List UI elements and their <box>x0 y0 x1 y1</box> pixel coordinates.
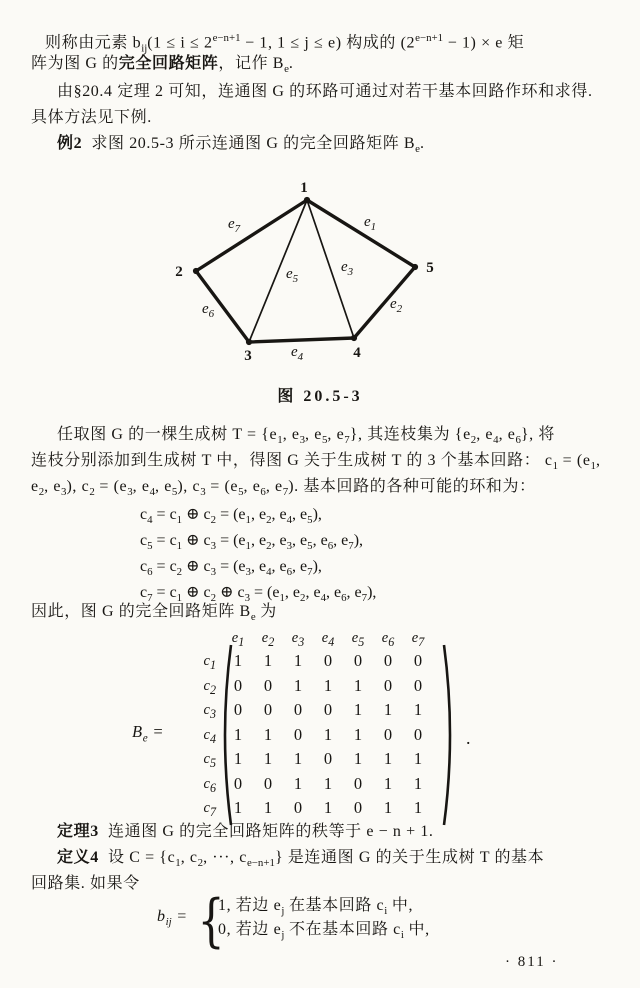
matrix-cell: 0 <box>263 773 273 793</box>
matrix-cell: 0 <box>413 651 423 670</box>
matrix-right-paren <box>440 642 458 828</box>
equation-line-4: $c_7 = c_1$ ⊕ $c_2$ ⊕ $c_3 = (e_1$, $e_2$, $e_4$, $e_6$, $e_7$), <box>140 584 377 605</box>
paragraph3-line3: $e_2$, $e_3$), $c_2 = (e_3$, $e_4$, $e_5$), $c_3 = (e_5$, $e_6$, $e_7$). 基本回路的各种可能的环和为： <box>31 478 536 499</box>
paragraph2-line2: 具体方法见下例. <box>31 109 152 126</box>
matrix-row-label: $c_7$ <box>203 800 216 819</box>
matrix-cell: 0 <box>353 651 363 670</box>
vertex-dot-4 <box>351 335 357 341</box>
matrix-cell: 1 <box>383 798 393 817</box>
paragraph1-line2: 阵为图 G 的完全回路矩阵，记作 $B_e$. <box>31 55 294 76</box>
matrix-cell: 0 <box>233 700 243 719</box>
edge-label-e4: $e_4$ <box>291 344 304 363</box>
definition-4-line2: 回路集. 如果令 <box>31 875 140 892</box>
matrix-cell: 1 <box>233 651 243 670</box>
matrix-cell: 1 <box>263 724 273 744</box>
equation-line-1: $c_4 = c_1$ ⊕ $c_2 = (e_1$, $e_2$, $e_4$, $e_5$), <box>140 506 322 527</box>
vertex-label-4: 4 <box>353 345 361 361</box>
matrix-cell: 1 <box>383 773 393 793</box>
matrix-cell: 0 <box>413 724 423 744</box>
vertex-dot-3 <box>246 339 252 345</box>
matrix-cell: 0 <box>263 700 273 719</box>
matrix-cell: 1 <box>413 749 423 768</box>
equation-line-2: $c_5 = c_1$ ⊕ $c_3 = (e_1$, $e_2$, $e_3$, $e_5$, $e_6$, $e_7$), <box>140 532 364 553</box>
matrix-cell: 0 <box>293 724 303 744</box>
matrix-cell: 1 <box>263 651 273 670</box>
matrix-col-headers <box>223 627 433 652</box>
cases-brace: { <box>197 888 225 954</box>
matrix-cell: 0 <box>353 798 363 817</box>
matrix-cell: 1 <box>353 700 363 719</box>
matrix-col-header: $e_6$ <box>381 630 395 649</box>
matrix-cell: 1 <box>353 724 363 744</box>
edge-label-e6: $e_6$ <box>202 301 215 320</box>
matrix-cell: 0 <box>293 700 303 719</box>
page-number: · 811 · <box>505 954 559 970</box>
matrix-cell: 1 <box>323 798 333 817</box>
matrix-values <box>223 650 433 822</box>
matrix-col-header: $e_4$ <box>321 630 335 649</box>
matrix-cell: 1 <box>263 798 273 817</box>
edge-label-e2: $e_2$ <box>390 296 403 315</box>
matrix-cell: 0 <box>323 651 333 670</box>
vertex-label-5: 5 <box>426 260 434 276</box>
matrix-cell: 0 <box>233 773 243 793</box>
example-2-line: 例2 求图 20.5-3 所示连通图 G 的完全回路矩阵 $B_e$. <box>57 135 425 156</box>
matrix-cell: 1 <box>323 724 333 744</box>
edge-label-e5: $e_5$ <box>286 266 299 285</box>
matrix-cell: 1 <box>263 749 273 768</box>
definition-label: 定义4 <box>57 849 99 866</box>
example-label: 例2 <box>57 135 83 152</box>
matrix-cell: 1 <box>233 749 243 768</box>
cases-lhs: $b_{ij}$ = <box>157 908 188 929</box>
paragraph3-line2: 连枝分别添加到生成树 T 中，得图 G 关于生成树 T 的 3 个基本回路： $c_1 = (e_1$, <box>31 452 601 473</box>
matrix-cell: 0 <box>413 675 423 695</box>
edge-label-e3: $e_3$ <box>341 259 354 278</box>
matrix-cell: 1 <box>323 773 333 793</box>
matrix-col-header: $e_3$ <box>291 630 305 649</box>
figure-caption: 图 20.5-3 <box>277 388 363 405</box>
edge-e5 <box>249 200 307 342</box>
matrix-row-label: $c_4$ <box>203 726 216 746</box>
vertex-label-1: 1 <box>300 180 308 196</box>
matrix-col-header: $e_2$ <box>261 630 275 649</box>
matrix-cell: 1 <box>323 675 333 695</box>
matrix-cell: 1 <box>293 749 303 768</box>
case-line-2: 0, 若边 $e_j$ 不在基本回路 $c_i$ 中, <box>218 921 430 942</box>
case-line-1: 1, 若边 $e_j$ 在基本回路 $c_i$ 中, <box>218 897 414 918</box>
matrix-cell: 0 <box>323 700 333 719</box>
matrix-cell: 0 <box>263 675 273 695</box>
matrix-cell: 1 <box>233 724 243 744</box>
matrix-col-header: $e_7$ <box>411 630 425 649</box>
matrix-cell: 1 <box>383 700 393 719</box>
edge-e7 <box>196 200 307 271</box>
matrix-cell: 0 <box>383 724 393 744</box>
matrix-row-label: $c_1$ <box>203 653 216 672</box>
bold-term: 完全回路矩阵 <box>118 55 219 72</box>
edge-label-e7: $e_7$ <box>228 216 241 235</box>
matrix-col-header: $e_5$ <box>351 630 365 649</box>
matrix-cell: 1 <box>233 798 243 817</box>
edge-label-e1: $e_1$ <box>364 214 377 233</box>
vertex-dot-2 <box>193 268 199 274</box>
matrix-cell: 0 <box>383 651 393 670</box>
matrix-row-label: $c_6$ <box>203 775 216 795</box>
matrix-cell: 0 <box>293 798 303 817</box>
matrix-cell: 0 <box>233 675 243 695</box>
theorem-label: 定理3 <box>57 823 99 840</box>
matrix-cell: 1 <box>413 700 423 719</box>
matrix-cell: 1 <box>293 675 303 695</box>
matrix-col-header: $e_1$ <box>231 630 245 649</box>
edge-e4 <box>249 338 354 342</box>
paragraph2-line1: 由§20.4 定理 2 可知，连通图 G 的环路可通过对若干基本回路作环和求得. <box>57 83 593 100</box>
graph-figure <box>0 178 640 384</box>
vertex-label-3: 3 <box>244 348 252 364</box>
matrix-cell: 1 <box>413 773 423 793</box>
matrix-cell: 1 <box>383 749 393 768</box>
theorem-3-line: 定理3 连通图 G 的完全回路矩阵的秩等于 e − n + 1. <box>57 823 434 840</box>
matrix-cell: 0 <box>323 749 333 768</box>
matrix-row-labels <box>190 650 216 822</box>
equation-line-3: $c_6 = c_2$ ⊕ $c_3 = (e_3$, $e_4$, $e_6$, $e_7$), <box>140 558 322 579</box>
definition-4-line: 定义4 设 $C = \{c_1$, $c_2$, ···, $c_{e-n+1}$} 是连通图 G 的关于生成树 T 的基本 <box>57 849 545 870</box>
matrix-cell: 1 <box>293 773 303 793</box>
edge-e1 <box>307 200 415 267</box>
matrix-cell: 1 <box>353 749 363 768</box>
matrix-row-label: $c_2$ <box>203 677 216 697</box>
vertex-dot-5 <box>412 264 418 270</box>
edge-e2 <box>354 267 415 338</box>
matrix-cell: 0 <box>383 675 393 695</box>
paragraph1-line1: 则称由元素 $b_{ij}(1 \le i \le 2^{e-n+1} - 1$, 1 ≤ j ≤ e) 构成的 $(2^{e-n+1} - 1) \times e$ 矩 <box>45 32 525 55</box>
vertex-dot-1 <box>304 197 310 203</box>
paragraph3-line1: 任取图 G 的一棵生成树 $T = \{e_1$, $e_3$, $e_5$, $e_7$}, 其连枝集为 {$e_2$, $e_4$, $e_6$}, 将 <box>57 426 555 447</box>
matrix-suffix: . <box>466 728 472 748</box>
matrix-label: $B_e$ = <box>132 722 165 745</box>
matrix-cell: 1 <box>293 651 303 670</box>
matrix-cell: 0 <box>353 773 363 793</box>
matrix-row-label: $c_3$ <box>203 702 216 721</box>
matrix-cell: 1 <box>413 798 423 817</box>
therefore-line: 因此，图 G 的完全回路矩阵 $B_e$ 为 <box>31 603 277 624</box>
matrix-row-label: $c_5$ <box>203 751 216 770</box>
vertex-label-2: 2 <box>175 264 183 280</box>
matrix-cell: 1 <box>353 675 363 695</box>
